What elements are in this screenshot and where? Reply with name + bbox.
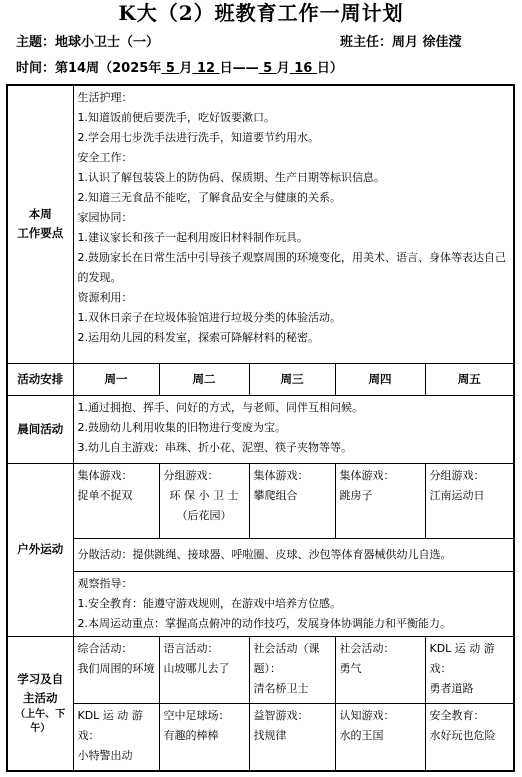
focus-content — [73, 85, 514, 363]
learning-thursday-am: 社会活动： 勇气 — [335, 636, 425, 703]
end-day: 16 — [294, 61, 313, 76]
learning-friday-am: KDL 运 动 游戏： 勇者道路 — [425, 636, 514, 703]
theme-value: 地球小卫士（一） — [55, 35, 160, 50]
outdoor-games-row — [7, 463, 514, 538]
guidance-line: 1.安全教育：能遵守游戏规则，在游戏中培养方位感。 — [77, 596, 341, 610]
focus-line: 1.建议家长和孩子一起利用废旧材料制作玩具。 — [77, 231, 308, 244]
focus-line: 生活护理： — [77, 91, 133, 104]
guidance-line: 观察指导： — [77, 576, 133, 590]
teachers-value: 周月 徐佳滢 — [392, 35, 462, 50]
morning-line: 2.鼓励幼儿利用收集的旧物进行变废为宝。 — [77, 420, 286, 434]
focus-line: 家园协同： — [77, 211, 133, 224]
morning-row — [7, 395, 514, 463]
outdoor-scattered-row — [7, 538, 514, 571]
end-month: 5 — [263, 61, 273, 76]
schedule-header-row — [7, 363, 514, 395]
focus-line: 1.认识了解包装袋上的防伪码、保质期、生产日期等标识信息。 — [77, 171, 385, 184]
learning-row-2 — [7, 703, 514, 771]
morning-line: 1.通过拥抱、挥手、问好的方式，与老师、同伴互相问候。 — [77, 400, 363, 414]
weekly-plan-table — [6, 84, 515, 772]
morning-content — [73, 395, 514, 463]
outdoor-guidance — [73, 571, 514, 636]
outdoor-game-wednesday: 集体游戏： 攀爬组合 — [249, 463, 335, 538]
focus-line: 2.运用幼儿园的科发室，探索可降解材料的秘密。 — [77, 331, 319, 344]
focus-label: 本周 工作要点 — [7, 85, 73, 363]
focus-line: 2.鼓励家长在日常生活中引导孩子观察周围的环境变化，用美术、语言、身体等表达自己的发现。 — [77, 251, 506, 284]
day-monday: 周一 — [73, 363, 159, 395]
start-month: 5 — [165, 61, 175, 76]
theme-line — [16, 34, 159, 52]
learning-friday-pm: 安全教育： 水好玩也危险 — [425, 703, 514, 771]
day-thursday: 周四 — [335, 363, 425, 395]
start-day: 12 — [196, 61, 216, 76]
year-part: （2025年 — [99, 61, 162, 76]
time-label: 时间： — [16, 61, 56, 76]
focus-line: 1.知道饭前便后要洗手，吃好饭要漱口。 — [77, 111, 275, 124]
day-friday: 周五 — [425, 363, 514, 395]
focus-line: 安全工作： — [77, 151, 133, 164]
learning-tuesday-pm: 空中足球场： 有趣的棒棒 — [159, 703, 249, 771]
learning-label: 学习及自 主活动 （上午、下午） — [7, 636, 73, 771]
learning-row-1 — [7, 636, 514, 703]
day-tuesday: 周二 — [159, 363, 249, 395]
morning-line: 3.幼儿自主游戏：串珠、折小花、泥塑、筷子夹物等等。 — [77, 440, 352, 454]
learning-wednesday-pm: 益智游戏： 找规律 — [249, 703, 335, 771]
time-line: 时间：第14周（2025年 5 月 12 日—— 5 月 16 日） — [16, 61, 343, 76]
learning-wednesday-am: 社会活动（课题）： 清名桥卫士 — [249, 636, 335, 703]
focus-line: 2.知道三无食品不能吃，了解食品安全与健康的关系。 — [77, 191, 341, 204]
outdoor-game-friday: 分组游戏： 江南运动日 — [425, 463, 514, 538]
outdoor-game-tuesday: 分组游戏： 环 保 小 卫 士（后花园） — [159, 463, 249, 538]
focus-line: 2.学会用七步洗手法进行洗手，知道要节约用水。 — [77, 131, 319, 144]
learning-monday-am: 综合活动： 我们周围的环境 — [73, 636, 159, 703]
theme-label: 主题： — [16, 35, 56, 50]
focus-line: 资源利用： — [77, 291, 133, 304]
week-number: 第14周 — [55, 61, 100, 76]
outdoor-scattered: 分散活动：提供跳绳、接球器、呼啦圈、皮球、沙包等体育器械供幼儿自选。 — [73, 538, 514, 571]
teachers-label: 班主任： — [340, 35, 393, 50]
schedule-label: 活动安排 — [7, 363, 73, 395]
outdoor-game-thursday: 集体游戏： 跳房子 — [335, 463, 425, 538]
document-title: K大（2）班教育工作一周计划 — [118, 1, 404, 25]
outdoor-label: 户外运动 — [7, 463, 73, 636]
day-wednesday: 周三 — [249, 363, 335, 395]
guidance-line: 2.本周运动重点：掌握高点俯冲的动作技巧，发展身体协调能力和平衡能力。 — [77, 616, 451, 630]
focus-row — [7, 85, 514, 363]
outdoor-game-monday: 集体游戏： 捉单不捉双 — [73, 463, 159, 538]
learning-tuesday-am: 语言活动： 山坡哪儿去了 — [159, 636, 249, 703]
learning-thursday-pm: 认知游戏： 水的王国 — [335, 703, 425, 771]
learning-monday-pm: KDL 运 动 游戏： 小特警出动 — [73, 703, 159, 771]
teachers-line — [340, 34, 462, 52]
morning-label: 晨间活动 — [7, 395, 73, 463]
outdoor-guidance-row — [7, 571, 514, 636]
focus-line: 1.双休日亲子在垃圾体验馆进行垃圾分类的体验活动。 — [77, 311, 341, 324]
